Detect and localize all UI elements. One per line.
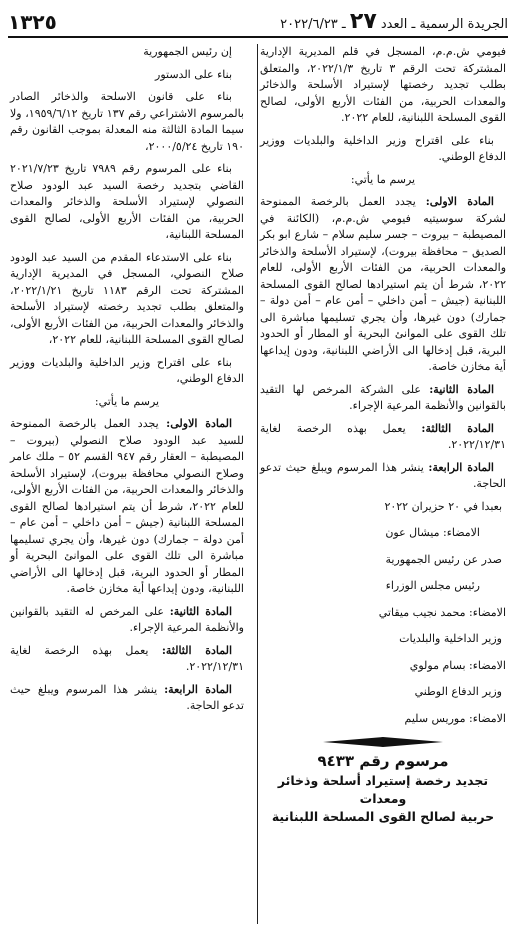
article-text: على الشركة المرخص لها التقيد بالقوانين والأنظمة المرعية الإجراء. (260, 382, 506, 412)
signature-defense: الامضاء: موريس سليم (404, 711, 506, 725)
signature-pm: الامضاء: محمد نجيب ميقاتي (378, 605, 506, 619)
article-1 (10, 416, 244, 598)
decree-title-line-2: حربية لصالح القوى المسلحة اللبنانية (271, 808, 495, 824)
article-3 (10, 643, 244, 676)
paragraph: بناء على المرسوم رقم ٧٩٨٩ تاريخ ٢٠٢١/٧/٢٣ القاضي بتجديد رخصة السيد عبد الودود صلاح النصولي لإستيراد الأسلحة والذخائر والمعدات الحربية، من الفئات الأربع الأولى، لصالح القوى المسلحة اللبنانية، (10, 162, 244, 241)
paragraph: بناء على الدستور (155, 67, 232, 81)
article-label: المادة الثانية: (169, 604, 233, 618)
pm-title: رئيس مجلس الوزراء (385, 579, 480, 592)
date-line: بعبدا في ٢٠ حزيران ٢٠٢٢ (384, 499, 502, 513)
article-label: المادة الاولى: (425, 195, 494, 208)
article-text: يجدد العمل بالرخصة الممنوحة لشركة سوسيتيه فيومي ش.م.م، (الكائنة في المصيطبة – بيروت – جسر سليم سلام – شارع ابو بكر الصديق – محافظة بيروت)، لإستيراد الأسلحة والذخائر والمعدات الحربية، من الفئات الأربع الأولى، للعام ٢٠٢٢، شرط أن يتم استيرادها لصالح القوى المسلحة اللبنانية (جيش – أمن داخلي – أمن عام – أمن دولة – جمارك) دون غيرها، وأن يجري تسليمها مباشرة الى تلك القوى على الموانئ البحرية أو المطار أو الحدود البرية، قبل إدخالها الى الأراضي اللبنانية، ودون إيداعها أية مخازن خاصة. (260, 195, 506, 373)
paragraph: بناء على قانون الاسلحة والذخائر الصادر بالمرسوم الاشتراعي رقم ١٣٧ تاريخ ١٩٥٩/٦/١٢، ولا سيما المادة الثالثة منه المعدلة بموجب القانون رقم ١٩٠ تاريخ ٢٠٠٠/٥/٢٤، (10, 90, 244, 153)
defense-minister-title: وزير الدفاع الوطني (414, 685, 502, 698)
interior-minister-title: وزير الداخلية والبلديات (399, 632, 502, 645)
decree-title-line-1: تجديد رخصة إستيراد أسلحة وذخائر ومعدات (277, 772, 489, 806)
paragraph: فيومي ش.م.م، المسجل في قلم المديرية الإدارية المشتركة تحت الرقم ٣ تاريخ ٢٠٢٢/١/٣، والمتعلق بطلب تجديد رخصتها لإستيراد الأسلحة والذخائر والمعدات الحربية، من الفئات الأربع الأولى، لصالح القوى المسلحة اللبنانية، للعام ٢٠٢٢. (260, 45, 506, 124)
signature-president: الامضاء: ميشال عون (385, 526, 480, 539)
article-2 (10, 604, 244, 637)
article-label: المادة الثالثة: (421, 421, 494, 435)
left-column (10, 44, 244, 721)
page-number: ١٣٢٥ (8, 10, 57, 34)
decrees-line: يرسم ما يأتي: (94, 394, 160, 408)
article-label: المادة الاولى: (166, 417, 233, 430)
article-text: على المرخص له التقيد بالقوانين والأنظمة المرعية الإجراء. (10, 604, 244, 634)
gazette-title (280, 9, 508, 34)
article-label: المادة الرابعة: (428, 460, 494, 474)
header-rule (8, 36, 508, 38)
ornament-divider (323, 737, 443, 747)
decree-number: مرسوم رقم ٩٤٣٣ (317, 752, 449, 770)
column-divider (257, 44, 258, 924)
gazette-name: الجريدة الرسمية ـ العدد (380, 17, 508, 32)
article-label: المادة الثالثة: (161, 643, 232, 657)
article-label: المادة الرابعة: (164, 682, 232, 696)
right-column (260, 44, 506, 826)
article-text: ينشر هذا المرسوم ويبلغ حيث تدعو الحاجة. (10, 682, 244, 712)
paragraph: بناء على اقتراح وزير الداخلية والبلديات ووزير الدفاع الوطني، (10, 355, 244, 385)
article-3 (260, 421, 506, 454)
paragraph: إن رئيس الجمهورية (143, 45, 232, 58)
issued-by: صدر عن رئيس الجمهورية (385, 552, 502, 566)
article-label: المادة الثانية: (429, 382, 494, 396)
paragraph: بناء على اقتراح وزير الداخلية والبلديات ووزير الدفاع الوطني. (260, 133, 506, 163)
issue-date: ـ ٢٠٢٢/٦/٢٣ (280, 17, 346, 32)
article-4 (260, 460, 506, 493)
decrees-line: يرسم ما يأتي: (350, 172, 416, 186)
article-1 (260, 194, 506, 376)
article-text: يجدد العمل بالرخصة الممنوحة للسيد عبد الودود صلاح النصولي (بيروت – المصيطبة – العقار رقم ٩٤٧ القسم ٥٢ – ملك عامر وصلاح النصولي محافظة بيروت)، لإستيراد الأسلحة والذخائر والمعدات الحربية، من الفئات الأربع الأولى، للعام ٢٠٢٢، شرط أن يتم استيرادها لصالح القوى المسلحة اللبنانية (جيش – أمن داخلي – أمن عام – أمن دولة – جمارك) دون غيرها، وأن يجري تسليمها مباشرة الى تلك القوى على الموانئ البحرية أو المطار أو الحدود البرية، قبل إدخالها الى الأراضي اللبنانية، ودون إيداعها أية مخازن خاصة. (10, 417, 245, 595)
signature-interior: الامضاء: بسام مولوي (409, 658, 506, 672)
article-2 (260, 382, 506, 415)
article-text: ينشر هذا المرسوم ويبلغ حيث تدعو الحاجة. (260, 460, 506, 490)
article-text: يعمل بهذه الرخصة لغاية ٢٠٢٢/١٢/٣١. (260, 421, 506, 451)
page-header (8, 6, 508, 34)
article-text: يعمل بهذه الرخصة لغاية ٢٠٢٢/١٢/٣١. (10, 643, 244, 673)
issue-number: ٢٧ (349, 9, 377, 34)
article-4 (10, 682, 244, 715)
paragraph: بناء على الاستدعاء المقدم من السيد عبد الودود صلاح النصولي، المسجل في المديرية الإدارية المشتركة تحت الرقم ١١٨٣ تاريخ ٢٠٢٢/١/٢١، والمتعلق بطلب تجديد رخصته لإستيراد الأسلحة والذخائر والمعدات الحربية، من الفئات الأربع الأولى، لصالح القوى المسلحة اللبنانية، للعام ٢٠٢٢، (10, 250, 244, 346)
